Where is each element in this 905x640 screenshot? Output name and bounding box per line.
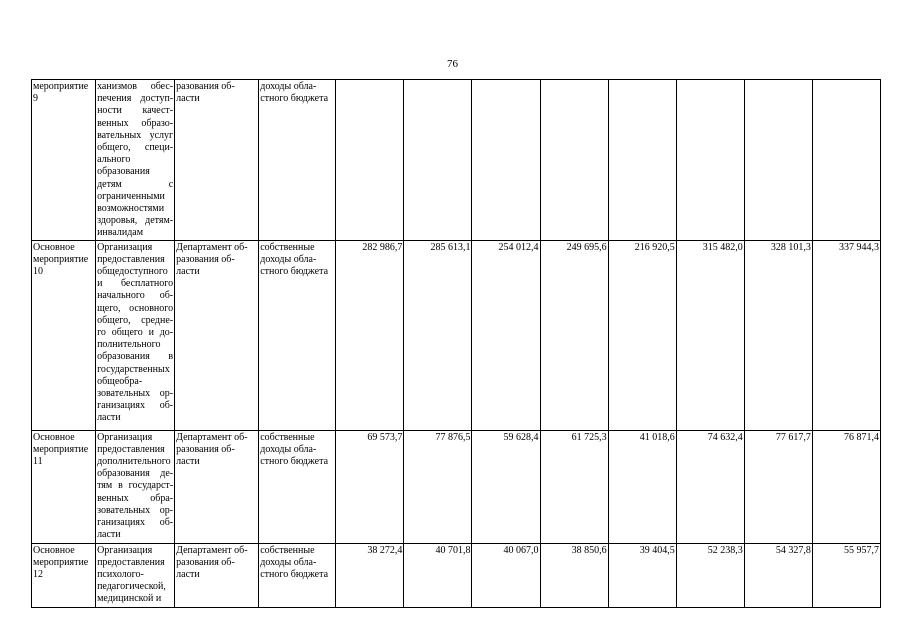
- description-cell: Организация предоставления общедоступного и бесплатного начального об-щего, основного общего, средне-го общего и до-полнительного образования в государственных общеобра-зовательных ор-ганизациях об-ласти: [96, 240, 175, 430]
- value-cell: 52 238,3: [676, 543, 744, 607]
- funding-source-cell: собственные доходы обла-стного бюджета: [259, 240, 336, 430]
- value-cell: 40 701,8: [404, 543, 472, 607]
- event-cell: Основное мероприятие 12: [32, 543, 96, 607]
- funding-source-cell: собственные доходы обла-стного бюджета: [259, 430, 336, 543]
- table-row: [32, 430, 881, 543]
- table-row: [32, 80, 881, 241]
- description-cell: Организация предоставления психолого-педагогической, медицинской и: [96, 543, 175, 607]
- value-cell: [676, 80, 744, 241]
- description-cell: Организация предоставления дополнительного образования де-тям в государст-венных обра-зовательных ор-ганизациях об-ласти: [96, 430, 175, 543]
- funding-source-cell: собственные доходы обла-стного бюджета: [259, 543, 336, 607]
- value-cell: [744, 80, 812, 241]
- value-cell: 337 944,3: [812, 240, 880, 430]
- value-cell: [608, 80, 676, 241]
- value-cell: 40 067,0: [472, 543, 540, 607]
- value-cell: [404, 80, 472, 241]
- value-cell: [336, 80, 404, 241]
- value-cell: 69 573,7: [336, 430, 404, 543]
- value-cell: [812, 80, 880, 241]
- value-cell: 38 850,6: [540, 543, 608, 607]
- value-cell: 41 018,6: [608, 430, 676, 543]
- table-row: [32, 543, 881, 607]
- event-cell: мероприятие 9: [32, 80, 96, 241]
- value-cell: 74 632,4: [676, 430, 744, 543]
- value-cell: 55 957,7: [812, 543, 880, 607]
- executor-cell: разования об-ласти: [175, 80, 259, 241]
- description-cell: ханизмов обес-печения доступ-ности качест-венных образо-вательных услуг общего, специ-ального образования детям с ограниченными возможностями здоровья, детям-инвалидам: [97, 81, 174, 239]
- page-number: 76: [447, 58, 458, 70]
- event-cell: Основное мероприятие 11: [32, 430, 96, 543]
- value-cell: 285 613,1: [404, 240, 472, 430]
- executor-cell: Департамент об-разования об-ласти: [175, 543, 259, 607]
- value-cell: 254 012,4: [472, 240, 540, 430]
- table-row: [32, 240, 881, 430]
- executor-cell: Департамент об-разования об-ласти: [175, 240, 259, 430]
- value-cell: 216 920,5: [608, 240, 676, 430]
- value-cell: 328 101,3: [744, 240, 812, 430]
- value-cell: 77 617,7: [744, 430, 812, 543]
- event-cell: Основное мероприятие 10: [32, 240, 96, 430]
- value-cell: 61 725,3: [540, 430, 608, 543]
- value-cell: 315 482,0: [676, 240, 744, 430]
- value-cell: 76 871,4: [812, 430, 880, 543]
- value-cell: 39 404,5: [608, 543, 676, 607]
- funding-source-cell: доходы обла-стного бюджета: [259, 80, 336, 241]
- executor-cell: Департамент об-разования об-ласти: [175, 430, 259, 543]
- value-cell: [540, 80, 608, 241]
- value-cell: 282 986,7: [336, 240, 404, 430]
- value-cell: 59 628,4: [472, 430, 540, 543]
- value-cell: 38 272,4: [336, 543, 404, 607]
- value-cell: [472, 80, 540, 241]
- budget-table: [31, 79, 881, 608]
- value-cell: 249 695,6: [540, 240, 608, 430]
- value-cell: 54 327,8: [744, 543, 812, 607]
- value-cell: 77 876,5: [404, 430, 472, 543]
